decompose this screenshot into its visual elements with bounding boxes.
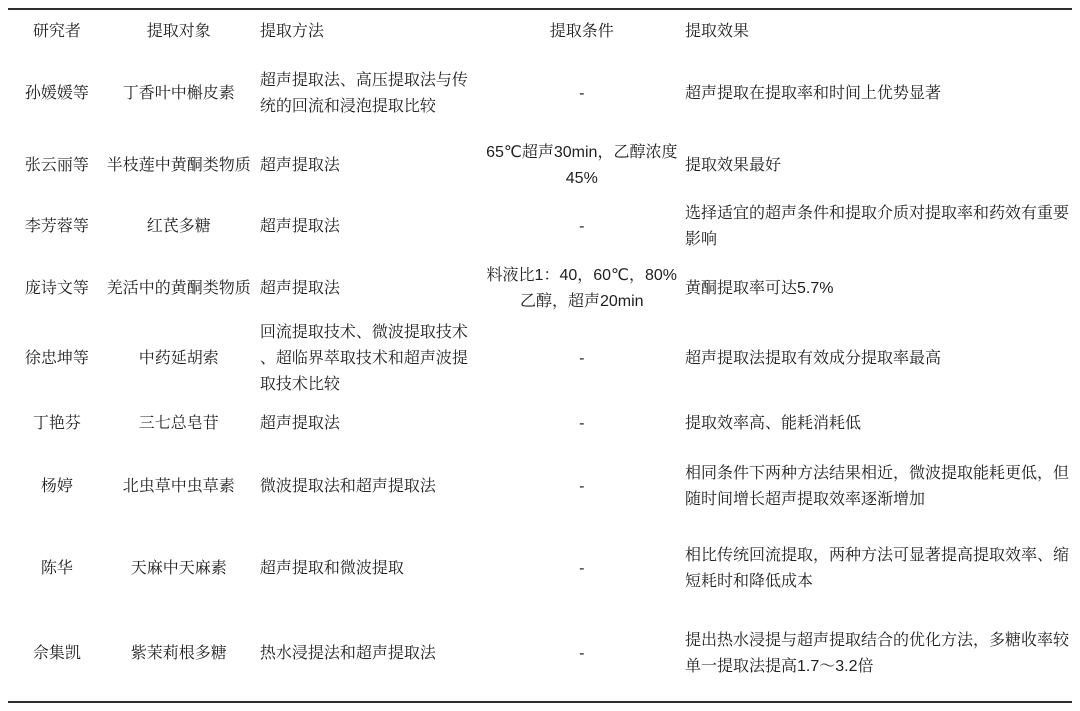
cell-extraction-effect: 超声提取法提取有效成分提取率最高: [685, 350, 942, 367]
cell-researcher: 李芳蓉等: [24, 218, 89, 235]
cell-researcher: 张云丽等: [24, 156, 89, 174]
cell-extraction-target: 羌活中的黄酮类物质: [106, 279, 251, 297]
cell-researcher: 杨婷: [40, 478, 73, 495]
table-row: [8, 320, 1072, 398]
cell-extraction-method: 回流提取技术、微波提取技术、超临界萃取技术和超声波提取技术比较: [259, 324, 468, 393]
cell-researcher: 徐忠坤等: [24, 350, 89, 367]
cell-extraction-conditions: 65℃超声30min，乙醇浓度45%: [486, 143, 678, 187]
cell-extraction-effect: 相比传统回流提取，两种方法可显著提高提取效率、缩短耗时和降低成本: [685, 547, 1070, 590]
cell-extraction-method: 热水浸提法和超声提取法: [259, 645, 436, 662]
cell-extraction-target: 天麻中天麻素: [130, 560, 227, 577]
col-header-extraction-conditions: 提取条件: [549, 23, 614, 40]
table-row: [8, 257, 1072, 320]
cell-researcher: 陈华: [40, 560, 73, 577]
cell-extraction-method: 超声提取法: [259, 218, 340, 235]
cell-extraction-conditions: -: [579, 560, 585, 577]
col-header-extraction-target: 提取对象: [146, 23, 211, 40]
cell-extraction-method: 超声提取法: [259, 156, 340, 174]
table-row: [8, 614, 1072, 694]
cell-researcher: 丁艳芬: [32, 415, 81, 432]
cell-extraction-target: 红芪多糖: [146, 218, 211, 235]
cell-extraction-conditions: -: [579, 478, 585, 495]
cell-researcher: 庞诗文等: [24, 279, 89, 297]
cell-extraction-effect: 提取效果最好: [685, 156, 782, 174]
cell-extraction-effect: 选择适宜的超声条件和提取介质对提取率和药效有重要影响: [685, 205, 1070, 248]
literature-table-container: [8, 8, 1072, 703]
cell-extraction-method: 超声提取和微波提取: [259, 560, 404, 577]
cell-extraction-method: 超声提取法: [259, 279, 340, 297]
cell-extraction-conditions: -: [579, 218, 585, 235]
cell-extraction-conditions: -: [579, 645, 585, 662]
cell-extraction-effect: 提取效率高、能耗消耗低: [685, 415, 862, 432]
cell-researcher: 佘集凯: [32, 645, 81, 662]
cell-extraction-target: 中药延胡索: [138, 350, 219, 367]
table-row: [8, 524, 1072, 614]
cell-extraction-target: 半枝莲中黄酮类物质: [106, 156, 251, 174]
col-header-extraction-method: 提取方法: [259, 23, 324, 40]
table-row: [8, 398, 1072, 450]
cell-extraction-conditions: -: [579, 350, 585, 367]
cell-extraction-conditions: -: [579, 85, 585, 102]
cell-extraction-method: 超声提取法: [259, 415, 340, 432]
cell-extraction-conditions: -: [579, 415, 585, 432]
cell-extraction-method: 超声提取法、高压提取法与传统的回流和浸泡提取比较: [259, 72, 468, 115]
header-row: [8, 10, 1072, 54]
cell-extraction-effect: 提出热水浸提与超声提取结合的优化方法，多糖收率较单一提取法提高1.7～3.2倍: [685, 632, 1070, 675]
cell-extraction-target: 丁香叶中槲皮素: [122, 85, 235, 102]
cell-extraction-effect: 超声提取在提取率和时间上优势显著: [685, 85, 942, 102]
cell-extraction-method: 微波提取法和超声提取法: [259, 478, 436, 495]
table-body: [8, 54, 1072, 694]
extraction-literature-table: [8, 10, 1072, 694]
cell-researcher: 孙媛媛等: [24, 85, 89, 102]
table-row: [8, 134, 1072, 197]
table-row: [8, 197, 1072, 257]
cell-extraction-target: 三七总皂苷: [138, 415, 219, 432]
cell-extraction-effect: 相同条件下两种方法结果相近，微波提取能耗更低，但随时间增长超声提取效率逐渐增加: [685, 465, 1070, 508]
table-row: [8, 54, 1072, 134]
col-header-extraction-effect: 提取效果: [685, 23, 750, 40]
cell-extraction-effect: 黄酮提取率可达5.7%: [685, 279, 834, 297]
col-header-researcher: 研究者: [32, 23, 81, 40]
cell-extraction-conditions: 料液比1：40，60℃，80%乙醇，超声20min: [486, 266, 678, 310]
table-row: [8, 450, 1072, 524]
cell-extraction-target: 紫茉莉根多糖: [130, 645, 227, 662]
cell-extraction-target: 北虫草中虫草素: [122, 478, 235, 495]
